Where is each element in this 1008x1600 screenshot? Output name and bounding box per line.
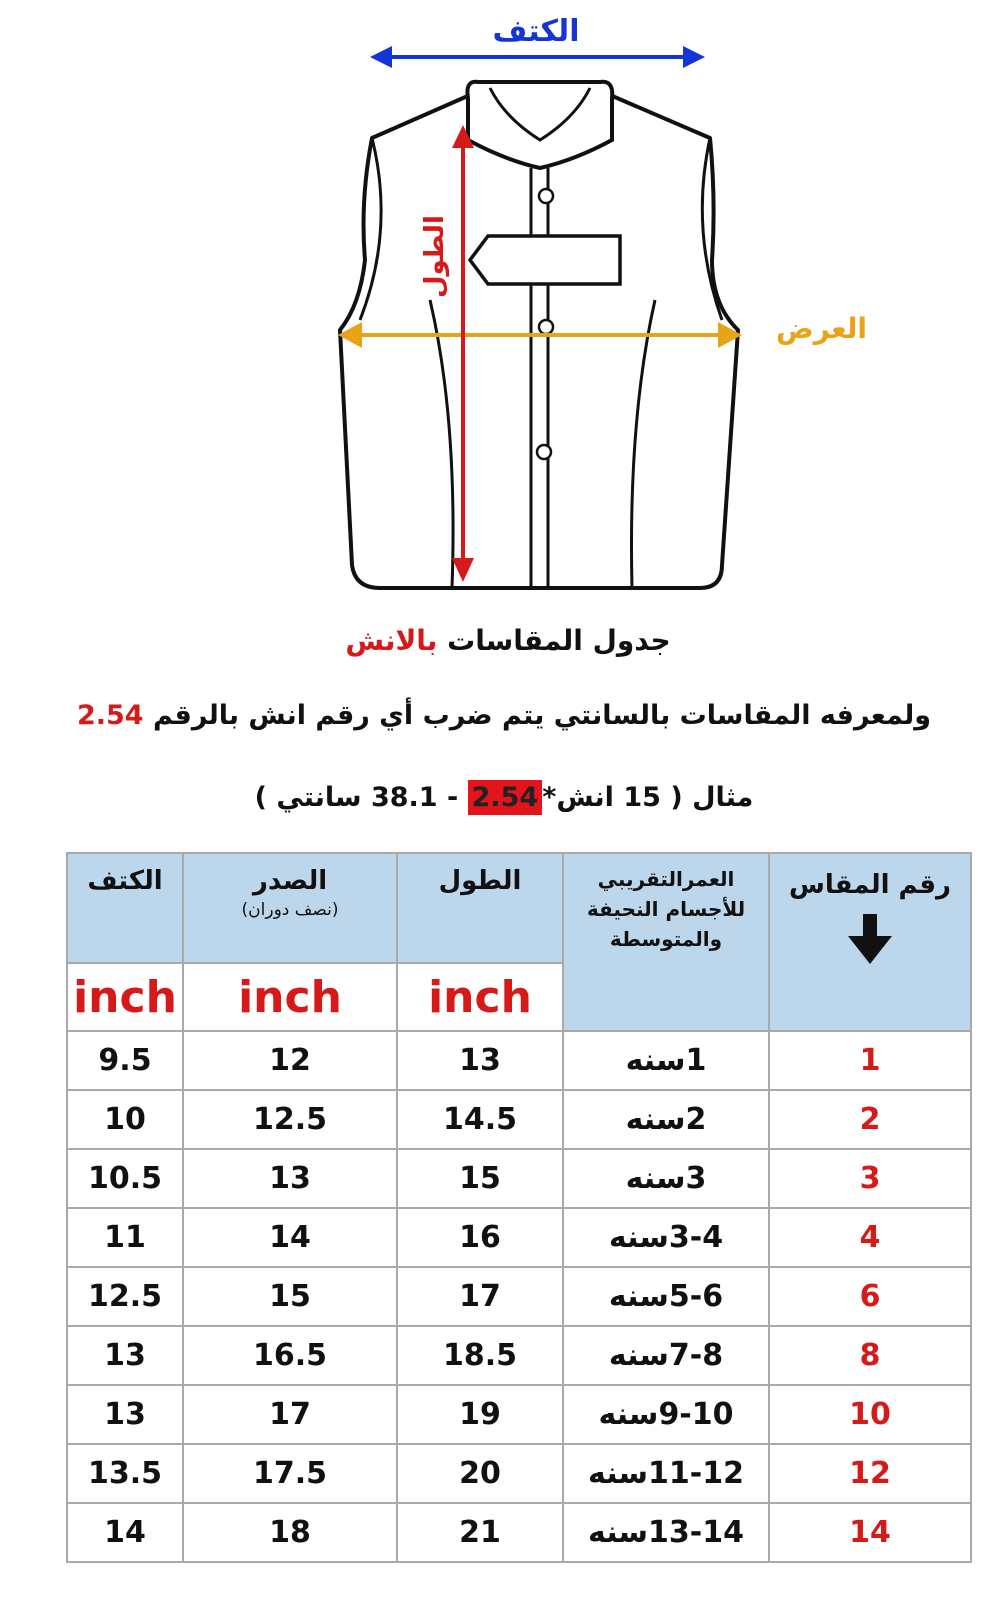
header-age-line3: والمتوسطة	[609, 927, 723, 951]
cell-size: 4	[769, 1208, 971, 1267]
table-row	[67, 1149, 971, 1208]
cell-shoulder: 10.5	[67, 1149, 183, 1208]
button-1	[539, 189, 553, 203]
table-row	[67, 1090, 971, 1149]
cell-shoulder: 12.5	[67, 1267, 183, 1326]
title-main: جدول المقاسات	[447, 624, 671, 657]
cell-length: 13	[397, 1031, 563, 1090]
cell-age: 3سنه	[563, 1149, 769, 1208]
conversion-example	[0, 782, 1008, 813]
table-row	[67, 1267, 971, 1326]
cell-shoulder: 9.5	[67, 1031, 183, 1090]
cell-shoulder: 14	[67, 1503, 183, 1562]
cell-age: 3-4سنه	[563, 1208, 769, 1267]
cell-length: 19	[397, 1385, 563, 1444]
vest-drawing	[0, 0, 1008, 620]
cell-chest: 17	[183, 1385, 397, 1444]
cell-size: 10	[769, 1385, 971, 1444]
example-factor: 2.54	[468, 780, 543, 815]
cell-chest: 13	[183, 1149, 397, 1208]
unit-shoulder: inch	[67, 963, 183, 1031]
header-age-line1: العمرالتقريبي	[597, 867, 735, 891]
arrow-down-icon	[848, 914, 892, 964]
unit-chest: inch	[183, 963, 397, 1031]
example-prefix: مثال	[692, 782, 754, 813]
button-2	[539, 320, 553, 334]
table-row	[67, 1444, 971, 1503]
cell-size: 6	[769, 1267, 971, 1326]
note-text: ولمعرفه المقاسات بالسانتي يتم ضرب أي رقم انش بالرقم	[152, 700, 932, 731]
cell-age: 2سنه	[563, 1090, 769, 1149]
header-age-line2: للأجسام النحيفة	[586, 897, 746, 921]
title-highlight: بالانش	[345, 624, 438, 657]
table-row	[67, 1385, 971, 1444]
cell-age: 1سنه	[563, 1031, 769, 1090]
cell-chest: 12	[183, 1031, 397, 1090]
cell-shoulder: 11	[67, 1208, 183, 1267]
header-size-title: رقم المقاس	[789, 870, 951, 900]
cell-length: 14.5	[397, 1090, 563, 1149]
size-table	[66, 852, 972, 1563]
cell-length: 16	[397, 1208, 563, 1267]
table-row	[67, 1326, 971, 1385]
cell-size: 14	[769, 1503, 971, 1562]
cell-chest: 12.5	[183, 1090, 397, 1149]
table-row	[67, 1503, 971, 1562]
cell-length: 21	[397, 1503, 563, 1562]
cell-chest: 15	[183, 1267, 397, 1326]
example-star: *	[542, 782, 557, 813]
cell-length: 18.5	[397, 1326, 563, 1385]
cell-age: 13-14سنه	[563, 1503, 769, 1562]
cell-length: 20	[397, 1444, 563, 1503]
example-close: )	[254, 782, 267, 813]
cell-shoulder: 13	[67, 1326, 183, 1385]
cell-chest: 17.5	[183, 1444, 397, 1503]
header-shoulder: الكتف	[67, 853, 183, 963]
cell-size: 8	[769, 1326, 971, 1385]
shoulder-label: الكتف	[492, 14, 580, 49]
cell-length: 17	[397, 1267, 563, 1326]
shoulder-arrow-left	[370, 46, 392, 68]
cell-age: 7-8سنه	[563, 1326, 769, 1385]
example-dash: -	[446, 782, 459, 813]
size-chart-title	[0, 624, 1008, 657]
cell-size: 12	[769, 1444, 971, 1503]
vest-diagram	[0, 0, 1008, 620]
header-chest	[183, 853, 397, 963]
cell-length: 15	[397, 1149, 563, 1208]
cell-shoulder: 13.5	[67, 1444, 183, 1503]
size-table-body	[67, 1031, 971, 1562]
conversion-note	[0, 700, 1008, 731]
cell-chest: 18	[183, 1503, 397, 1562]
cell-chest: 14	[183, 1208, 397, 1267]
table-row	[67, 1208, 971, 1267]
cell-age: 5-6سنه	[563, 1267, 769, 1326]
shoulder-arrow-right	[683, 46, 705, 68]
cell-shoulder: 10	[67, 1090, 183, 1149]
cell-age: 9-10سنه	[563, 1385, 769, 1444]
button-3	[537, 445, 551, 459]
cell-size: 3	[769, 1149, 971, 1208]
example-inches: 15 انش	[556, 782, 661, 813]
note-number: 2.54	[76, 700, 144, 731]
header-length: الطول	[397, 853, 563, 963]
cell-shoulder: 13	[67, 1385, 183, 1444]
header-chest-title: الصدر	[252, 866, 328, 896]
example-result: 38.1 سانتي	[276, 782, 438, 813]
cell-age: 11-12سنه	[563, 1444, 769, 1503]
cell-size: 2	[769, 1090, 971, 1149]
width-label: العرض	[776, 312, 867, 345]
unit-length: inch	[397, 963, 563, 1031]
table-row	[67, 1031, 971, 1090]
vest-pocket	[470, 236, 620, 284]
header-age	[563, 853, 769, 1031]
cell-size: 1	[769, 1031, 971, 1090]
cell-chest: 16.5	[183, 1326, 397, 1385]
header-chest-sub: (نصف دوران)	[241, 900, 339, 920]
length-label: الطول	[420, 215, 450, 298]
header-size	[769, 853, 971, 1031]
example-open: (	[670, 782, 683, 813]
